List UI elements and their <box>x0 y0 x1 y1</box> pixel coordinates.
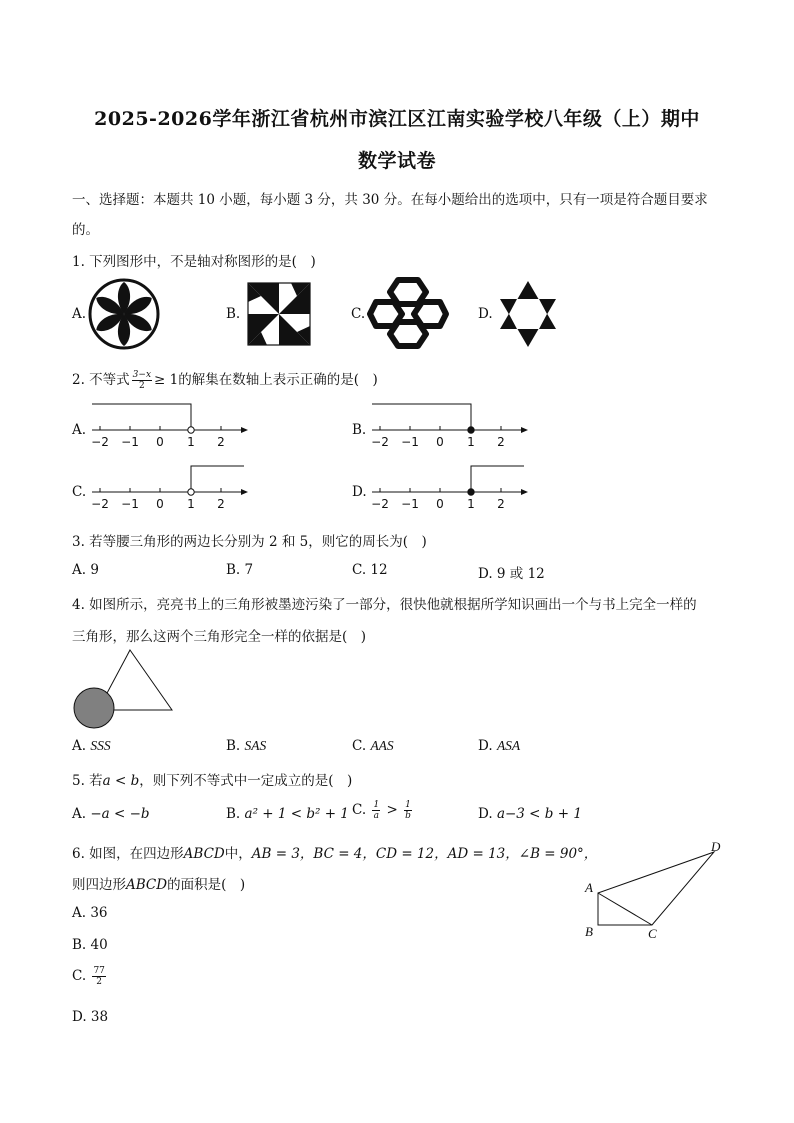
fraction-denominator: 2 <box>96 977 103 987</box>
q6-option-a: A. 36 <box>72 905 108 921</box>
q5-option-d-text: a−3 < b + 1 <box>496 806 582 822</box>
q6-option-c-prefix: C. <box>72 968 91 984</box>
tick-label: 2 <box>217 497 225 511</box>
q5-option-b-text: a² + 1 < b² + 1 <box>244 806 349 822</box>
tick-label: 1 <box>187 435 195 449</box>
q4-option-c <box>352 738 394 754</box>
q4-option-a <box>72 738 111 754</box>
q6-quadrilateral-figure <box>578 836 728 944</box>
tick-label: −1 <box>121 497 139 511</box>
section-instructions-line1: 一、选择题：本题共 10 小题，每小题 3 分，共 30 分。在每小题给出的选项中，只有一项是符合题目要求 <box>72 192 708 208</box>
q1-pinwheel-figure <box>247 282 311 346</box>
q6-stem2-prefix: 则四边形 <box>72 877 126 893</box>
q2-fraction-numerator: 3−x <box>132 370 152 380</box>
tick-label: −1 <box>401 497 419 511</box>
q5-option-d <box>478 806 582 822</box>
q6-option-b: B. 40 <box>72 937 108 953</box>
q6-option-c-fraction <box>92 966 105 987</box>
fraction-denominator: b <box>405 811 411 821</box>
q2-number-line-b <box>366 398 532 449</box>
q1-option-b-label: B. <box>226 306 241 322</box>
q4-option-a-prefix: A. <box>72 738 91 754</box>
q4-option-a-text: SSS <box>90 738 111 753</box>
q1-option-d-label: D. <box>478 306 493 322</box>
q2-stem <box>72 368 378 391</box>
q2-stem-suffix: ≥ 1的解集在数轴上表示正确的是( ) <box>154 372 378 388</box>
q2-fraction <box>132 370 152 391</box>
q1-hexagram-figure <box>497 280 559 348</box>
tick-label: 0 <box>436 435 444 449</box>
q5-option-c-operator: > <box>382 802 403 818</box>
q2-option-a-label: A. <box>72 422 87 438</box>
q6-stem-prefix: 6. 如图，在四边形 <box>72 846 184 862</box>
q5-option-c-fraction-2 <box>404 800 412 821</box>
q2-option-b-label: B. <box>352 422 367 438</box>
q1-stem: 1. 下列图形中，不是轴对称图形的是( ) <box>72 254 316 270</box>
fraction-numerator: 1 <box>373 800 380 810</box>
q1-option-c-label: C. <box>351 306 366 322</box>
tick-label: 1 <box>187 497 195 511</box>
tick-label: 2 <box>497 435 505 449</box>
q4-option-b-prefix: B. <box>226 738 245 754</box>
q2-option-c-label: C. <box>72 484 87 500</box>
q5-stem-prefix: 5. 若 <box>72 773 103 789</box>
q5-option-c-fraction-1 <box>372 800 380 821</box>
q4-option-b-text: SAS <box>244 738 267 753</box>
exam-title-line1: 2025-2026学年浙江省杭州市滨江区江南实验学校八年级（上）期中 <box>94 108 700 130</box>
q1-flower-figure <box>88 278 160 350</box>
q3-option-b: B. 7 <box>226 562 254 578</box>
tick-label: −1 <box>401 435 419 449</box>
q2-number-line-a <box>86 398 252 449</box>
q4-ink-stained-triangle-figure <box>70 648 180 730</box>
q5-option-c-prefix: C. <box>352 802 371 818</box>
tick-label: 0 <box>156 435 164 449</box>
q6-stem-line1 <box>72 842 597 862</box>
q1-hexagon-rings-figure <box>368 276 448 350</box>
q4-option-d-text: ASA <box>496 738 521 753</box>
tick-label: 2 <box>497 497 505 511</box>
exam-title-line2: 数学试卷 <box>357 150 436 172</box>
q6-option-d: D. 38 <box>72 1009 109 1025</box>
q2-stem-prefix: 2. 不等式 <box>72 372 130 388</box>
tick-label: −1 <box>121 435 139 449</box>
q6-quadrilateral-name-2: ABCD <box>126 877 168 893</box>
q2-number-line-c <box>86 460 252 511</box>
tick-label: −2 <box>371 435 389 449</box>
tick-label: 0 <box>156 497 164 511</box>
q5-option-a-prefix: A. <box>72 806 91 822</box>
q4-option-d-prefix: D. <box>478 738 497 754</box>
q2-fraction-denominator: 2 <box>138 381 145 391</box>
vertex-label-c: C <box>648 926 657 941</box>
q6-quadrilateral-name: ABCD <box>183 846 225 862</box>
q3-option-d: D. 9 或 12 <box>478 566 545 582</box>
q4-option-c-text: AAS <box>370 738 394 753</box>
q5-condition: a < b <box>102 773 140 789</box>
tick-label: −2 <box>371 497 389 511</box>
q1-option-a-label: A. <box>72 306 87 322</box>
q5-option-d-prefix: D. <box>478 806 497 822</box>
q4-stem-line1: 4. 如图所示，亮亮书上的三角形被墨迹污染了一部分，很快他就根据所学知识画出一个与书上完全一样的 <box>72 597 697 613</box>
q2-number-line-d <box>366 460 532 511</box>
fraction-denominator: a <box>373 811 379 821</box>
tick-label: −2 <box>91 435 109 449</box>
q5-option-c <box>352 800 414 821</box>
q3-option-a: A. 9 <box>72 562 99 578</box>
q6-stem2-suffix: 的面积是( ) <box>167 877 246 893</box>
q5-stem-suffix: ，则下列不等式中一定成立的是( ) <box>139 773 353 789</box>
q3-option-c: C. 12 <box>352 562 388 578</box>
tick-label: 0 <box>436 497 444 511</box>
q5-option-a <box>72 806 150 822</box>
tick-label: −2 <box>91 497 109 511</box>
q6-stem-line2 <box>72 873 245 893</box>
q4-option-b <box>226 738 266 754</box>
vertex-label-b: B <box>585 924 593 939</box>
q4-stem-line2: 三角形，那么这两个三角形完全一样的依据是( ) <box>72 629 367 645</box>
fraction-numerator: 1 <box>405 800 411 810</box>
q6-given-values: AB = 3，BC = 4，CD = 12，AD = 13，∠B = 90°， <box>251 846 598 862</box>
fraction-numerator: 77 <box>93 966 105 976</box>
q6-option-c <box>72 966 108 987</box>
tick-label: 1 <box>467 497 475 511</box>
vertex-label-d: D <box>711 839 721 854</box>
q4-option-c-prefix: C. <box>352 738 371 754</box>
tick-label: 2 <box>217 435 225 449</box>
section-instructions-line2: 的。 <box>72 222 99 238</box>
q5-stem <box>72 769 352 789</box>
q3-stem: 3. 若等腰三角形的两边长分别为 2 和 5，则它的周长为( ) <box>72 534 427 550</box>
q5-option-a-text: −a < −b <box>90 806 150 822</box>
tick-label: 1 <box>467 435 475 449</box>
q6-stem-mid: 中， <box>224 846 252 862</box>
q4-option-d <box>478 738 520 754</box>
q2-option-d-label: D. <box>352 484 367 500</box>
q5-option-b-prefix: B. <box>226 806 245 822</box>
vertex-label-a: A <box>585 880 593 895</box>
q5-option-b <box>226 806 349 822</box>
